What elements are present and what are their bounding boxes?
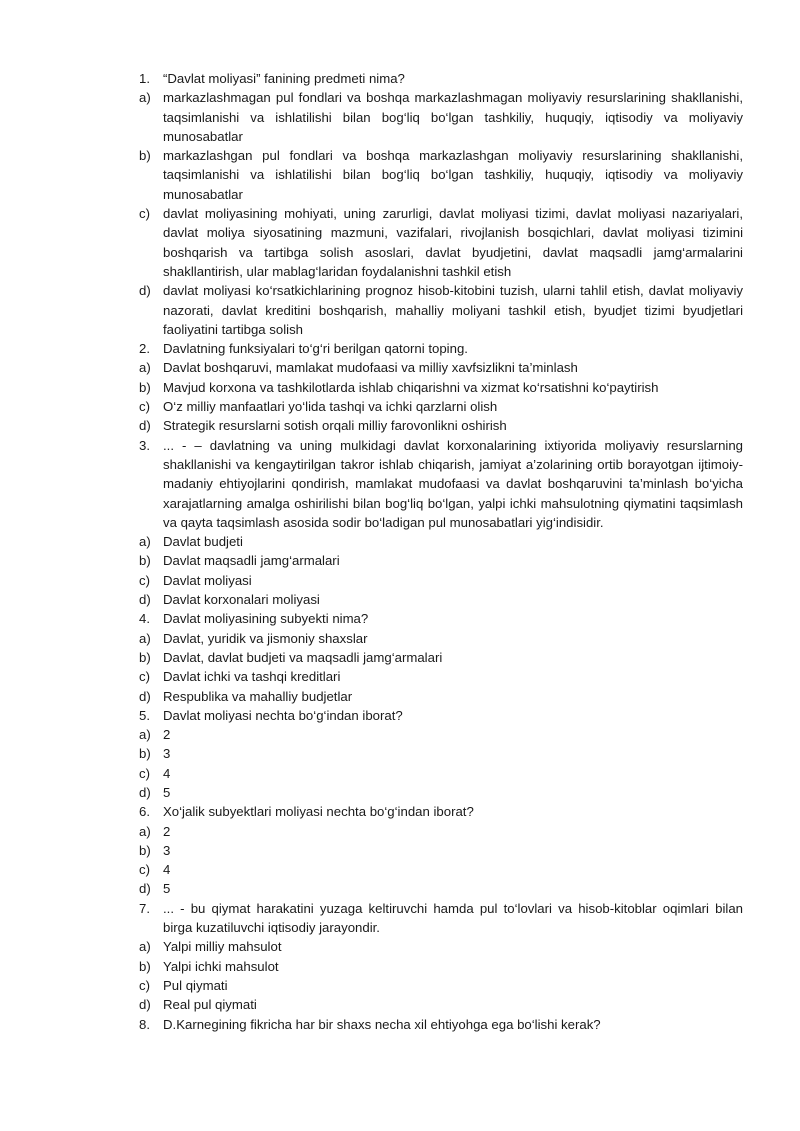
answer-option — [139, 995, 743, 1014]
answer-option — [139, 358, 743, 377]
option-text: davlat moliyasining mohiyati, uning zarurligi, davlat moliyasi tizimi, davlat moliyasi nazariyalari, davlat moliya siyosatining mazmuni, vazifalari, rivojlanish bosqichlari, davlat moliyasi tizimini boshqarish va tartibga solish asoslari, davlat byudjetini, davlat maqsadli jamg‘armalarini shakllantirish, ular mablag‘laridan foydalanishni tashkil etish — [163, 206, 743, 279]
option-text: Davlat korxonalari moliyasi — [163, 592, 320, 608]
option-letter: d) — [139, 688, 151, 704]
option-text: Davlat, yuridik va jismoniy shaxslar — [163, 630, 368, 646]
option-letter: a) — [139, 90, 151, 106]
option-text: davlat moliyasi ko‘rsatkichlarining prognoz hisob-kitobini tuzish, ularni tahlil etish, davlat moliyaviy nazorati, davlat kreditini boshqarish, mahalliy moliyani tashkil etish, byudjet tizimi byudjetlari faoliyatini tartibga solish — [163, 283, 743, 337]
option-text: Davlat boshqaruvi, mamlakat mudofaasi va milliy xavfsizlikni ta’minlash — [163, 360, 578, 376]
option-text: Yalpi milliy mahsulot — [163, 939, 282, 955]
option-letter: b) — [139, 746, 151, 762]
question-number: 5. — [139, 707, 150, 723]
answer-option — [139, 687, 743, 706]
answer-option — [139, 937, 743, 956]
answer-option — [139, 783, 743, 802]
question-item — [139, 1015, 743, 1034]
question-text: Davlat moliyasining subyekti nima? — [163, 611, 369, 627]
option-text: 3 — [163, 746, 171, 762]
option-text: Strategik resurslarni sotish orqali milliy farovonlikni oshirish — [163, 418, 507, 434]
option-letter: d) — [139, 997, 151, 1013]
answer-option — [139, 879, 743, 898]
option-letter: c) — [139, 765, 150, 781]
option-text: O‘z milliy manfaatlari yo‘lida tashqi va ichki qarzlarni olish — [163, 399, 498, 415]
answer-option — [139, 416, 743, 435]
question-number: 1. — [139, 71, 150, 86]
question-number: 6. — [139, 804, 150, 820]
option-text: 4 — [163, 862, 171, 878]
option-text: Respublika va mahalliy budjetlar — [163, 688, 353, 704]
answer-option — [139, 957, 743, 976]
option-letter: b) — [139, 842, 151, 858]
option-text: Pul qiymati — [163, 977, 228, 993]
answer-option — [139, 146, 743, 204]
option-letter: a) — [139, 727, 151, 743]
option-letter: b) — [139, 649, 151, 665]
option-letter: d) — [139, 592, 151, 608]
option-letter: b) — [139, 958, 151, 974]
question-text: ... - – davlatning va uning mulkidagi davlat korxonalarining ixtiyorida moliyaviy resurslarning shakllanishi va kengaytirilgan takror ishlab chiqarish, jamiyat a’zolarining ortib borayotgan ijtimoiy-madaniy ehtiyojlarini qondirish, mamlakat mudofaasi va davlat boshqaruvini ta’minlash bo‘yicha xarajatlarning amalga oshirilishi bilan bog‘liq bo‘lgan, yalpi ichki mahsulotning qiymatini taqsimlash va qayta taqsimlash asosida sodir bo‘ladigan pul munosabatlari yig‘indisidir. — [163, 437, 743, 530]
question-number: 7. — [139, 900, 150, 916]
option-letter: a) — [139, 360, 151, 376]
option-text: Davlat moliyasi — [163, 572, 252, 588]
option-letter: d) — [139, 283, 151, 299]
option-text: 2 — [163, 823, 171, 839]
option-letter: d) — [139, 418, 151, 434]
answer-option — [139, 976, 743, 995]
answer-option — [139, 590, 743, 609]
answer-option — [139, 551, 743, 570]
option-letter: b) — [139, 553, 151, 569]
option-letter: d) — [139, 784, 151, 800]
question-text: D.Karnegining fikricha har bir shaxs necha xil ehtiyohga ega bo‘lishi kerak? — [163, 1016, 601, 1032]
answer-option — [139, 378, 743, 397]
question-item — [139, 899, 743, 938]
question-number: 4. — [139, 611, 150, 627]
option-letter: a) — [139, 939, 151, 955]
answer-option — [139, 744, 743, 763]
option-text: Davlat maqsadli jamg‘armalari — [163, 553, 340, 569]
question-number: 8. — [139, 1016, 150, 1032]
option-text: Davlat, davlat budjeti va maqsadli jamg‘armalari — [163, 649, 443, 665]
question-text: “Davlat moliyasi” fanining predmeti nima? — [163, 71, 405, 86]
option-letter: a) — [139, 823, 151, 839]
option-text: 3 — [163, 842, 171, 858]
question-item — [139, 339, 743, 358]
question-text: Davlat moliyasi nechta bo‘g‘indan iborat? — [163, 707, 403, 723]
question-list — [139, 69, 743, 1034]
answer-option — [139, 764, 743, 783]
option-text: 4 — [163, 765, 171, 781]
answer-option — [139, 841, 743, 860]
answer-option — [139, 725, 743, 744]
option-text: Davlat ichki va tashqi kreditlari — [163, 669, 341, 685]
option-text: markazlashmagan pul fondlari va boshqa markazlashmagan moliyaviy resurslarining shakllanishi, taqsimlanishi va ishlatilishi bilan bog‘liq bo‘lgan tashkiliy, huquqiy, iqtisodiy va moliyaviy munosabatlar — [163, 90, 743, 144]
answer-option — [139, 281, 743, 339]
answer-option — [139, 532, 743, 551]
option-letter: c) — [139, 399, 150, 415]
question-item — [139, 802, 743, 821]
option-letter: b) — [139, 148, 151, 164]
answer-option — [139, 667, 743, 686]
option-letter: d) — [139, 881, 151, 897]
option-text: 2 — [163, 727, 171, 743]
answer-option — [139, 648, 743, 667]
option-text: Yalpi ichki mahsulot — [163, 958, 279, 974]
question-item — [139, 436, 743, 532]
option-text: Real pul qiymati — [163, 997, 257, 1013]
option-text: Mavjud korxona va tashkilotlarda ishlab chiqarishni va xizmat ko‘rsatishni ko‘paytirish — [163, 379, 659, 395]
answer-option — [139, 88, 743, 146]
answer-option — [139, 397, 743, 416]
question-number: 3. — [139, 437, 150, 453]
option-letter: c) — [139, 977, 150, 993]
question-text: Xo‘jalik subyektlari moliyasi nechta bo‘g‘indan iborat? — [163, 804, 474, 820]
document-page — [139, 69, 743, 1034]
question-number: 2. — [139, 341, 150, 357]
question-text: ... - bu qiymat harakatini yuzaga keltiruvchi hamda pul to‘lovlari va hisob-kitoblar oqimlari bilan birga kuzatiluvchi iqtisodiy jarayondir. — [163, 900, 743, 936]
option-letter: a) — [139, 534, 151, 550]
answer-option — [139, 204, 743, 281]
option-text: 5 — [163, 784, 171, 800]
option-letter: c) — [139, 572, 150, 588]
option-letter: b) — [139, 379, 151, 395]
answer-option — [139, 571, 743, 590]
option-letter: c) — [139, 206, 150, 222]
question-item — [139, 706, 743, 725]
answer-option — [139, 860, 743, 879]
option-letter: c) — [139, 669, 150, 685]
question-item — [139, 609, 743, 628]
option-text: markazlashgan pul fondlari va boshqa markazlashgan moliyaviy resurslarining shakllanishi, taqsimlanishi va ishlatilishi bilan bog‘liq bo‘lgan tashkiliy, huquqiy, iqtisodiy va moliyaviy munosabatlar — [163, 148, 743, 202]
question-item — [139, 69, 743, 88]
question-text: Davlatning funksiyalari to‘g‘ri berilgan qatorni toping. — [163, 341, 468, 357]
answer-option — [139, 629, 743, 648]
option-letter: a) — [139, 630, 151, 646]
option-text: 5 — [163, 881, 171, 897]
answer-option — [139, 822, 743, 841]
option-letter: c) — [139, 862, 150, 878]
option-text: Davlat budjeti — [163, 534, 243, 550]
